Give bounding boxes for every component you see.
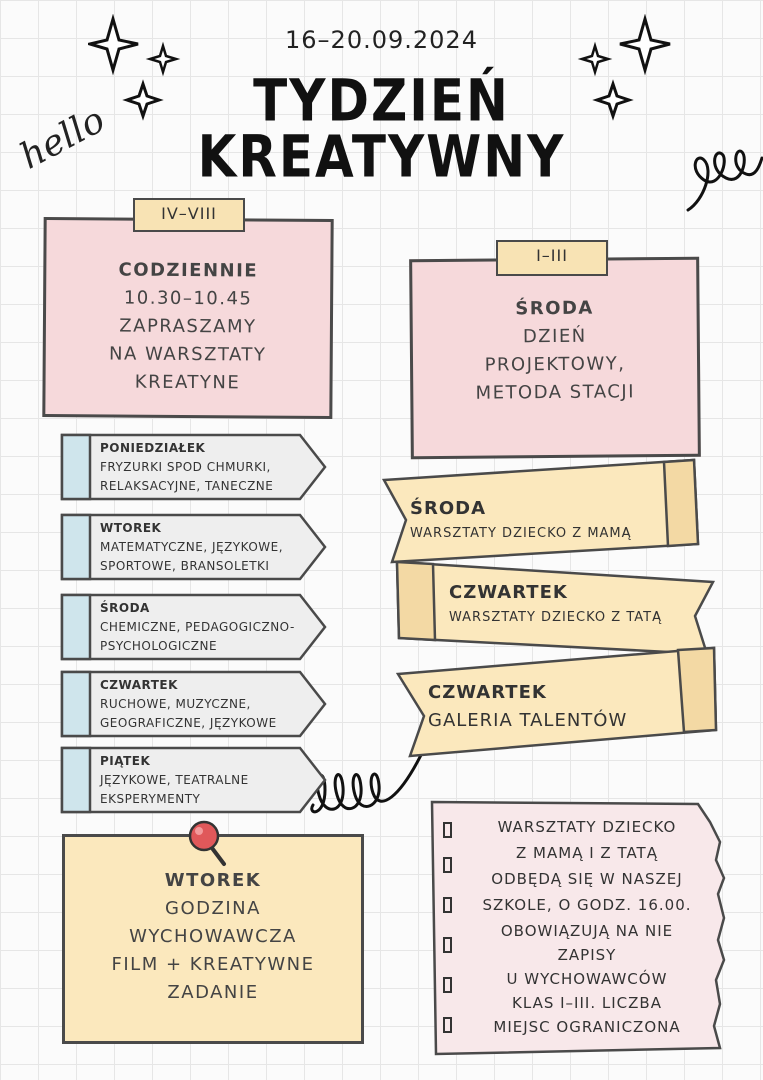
checkbox-icon [443,1017,452,1033]
day-line: MATEMATYCZNE, JĘZYKOWE, [100,540,284,554]
day-line: CHEMICZNE, PEDAGOGICZNO- [100,620,295,634]
checkbox-icon [443,937,452,953]
card-day: CODZIENNIE [118,259,259,282]
hello-doodle: hello [13,99,112,178]
card-line: ZAPRASZAMY [119,315,257,338]
title-line-2: KREATYWNY [197,123,566,191]
day-name: WTOREK [100,521,162,535]
card-line: PROJEKTOWY, [484,353,626,376]
card-time: 10.30–10.45 [123,287,253,310]
day-line: JĘZYKOWE, TEATRALNE [100,773,249,787]
note-line: WARSZTATY DZIECKO [497,818,677,836]
card-line: WYCHOWAWCZA [129,926,297,947]
day-tag-friday [60,746,328,814]
checkbox-icon [443,857,452,873]
note-line: Z MAMĄ I Z TATĄ [516,844,658,862]
note-line: ZAPISY [557,946,617,964]
note-line: OBOWIĄZUJĄ NA NIE [500,922,674,940]
card-line: NA WARSZTATY [108,343,267,366]
day-line: SPORTOWE, BRANSOLETKI [100,559,270,573]
ribbon-day: ŚRODA [410,498,486,519]
note-line: ODBĘDĄ SIĘ W NASZEJ [491,870,683,888]
card-line: GODZINA [165,898,261,919]
note-line: U WYCHOWAWCÓW [506,970,668,988]
card-line: ZADANIE [167,982,259,1003]
day-line: RUCHOWE, MUZYCZNE, [100,697,251,711]
day-name: ŚRODA [100,601,150,615]
day-tag-tuesday [60,513,328,581]
ribbon-day: CZWARTEK [428,682,547,703]
grade-tape-label: IV–VIII [133,198,245,232]
day-line: FRYZURKI SPOD CHMURKI, [100,460,271,474]
note-line: SZKOLE, O GODZ. 16.00. [482,896,692,914]
checkbox-icon [443,977,452,993]
day-tag-monday [60,433,328,501]
title-line-1: TYDZIEŃ [253,67,510,135]
sparkle-icons-left [88,14,188,124]
ribbon-text: WARSZTATY DZIECKO Z MAMĄ [410,526,632,541]
day-line: PSYCHOLOGICZNE [100,639,218,653]
note-line: MIEJSC OGRANICZONA [493,1018,681,1036]
ribbon-thursday-talents [396,644,720,760]
day-name: CZWARTEK [100,678,178,692]
day-name: PONIEDZIAŁEK [100,441,206,455]
note-line: KLAS I–III. LICZBA [512,994,662,1012]
sparkle-icons-right [575,14,675,124]
day-line: EKSPERYMENTY [100,792,201,806]
checkbox-icon [443,897,452,913]
card-line: KREATYNE [134,371,241,394]
day-line: GEOGRAFICZNE, JĘZYKOWE [100,716,277,730]
card-line: DZIEŃ [522,325,587,348]
card-line: METODA STACJI [475,381,636,404]
day-line: RELAKSACYJNE, TANECZNE [100,479,274,493]
project-day-card [409,257,701,460]
grade-tape-label: I–III [496,240,608,276]
daily-workshop-card [42,217,333,419]
card-line: FILM + KREATYWNE [111,954,315,975]
card-day: WTOREK [164,870,262,891]
day-tag-thursday [60,670,328,738]
ribbon-wednesday [382,458,702,564]
coil-doodle-icon [684,140,763,220]
card-day: ŚRODA [515,297,594,320]
event-date: 16–20.09.2024 [285,26,478,54]
day-name: PIĄTEK [100,754,151,768]
day-tag-wednesday [60,593,328,661]
ribbon-thursday-dad [395,560,717,656]
ribbon-text: WARSZTATY DZIECKO Z TATĄ [449,610,662,625]
pushpin-icon [186,818,234,870]
ribbon-day: CZWARTEK [449,582,568,603]
checkbox-icon [443,822,452,838]
ribbon-text: GALERIA TALENTÓW [428,710,628,731]
